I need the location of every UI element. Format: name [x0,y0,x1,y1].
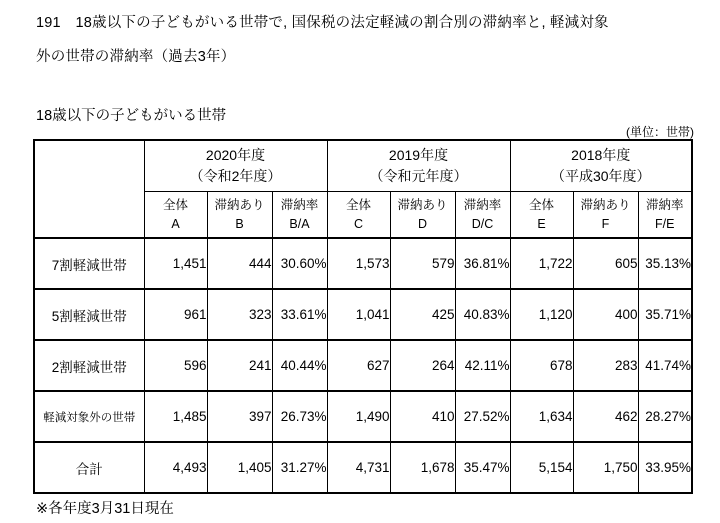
subheader-code: C [353,216,364,231]
table-cell: 1,120 [510,289,573,340]
subheader-cell [144,192,207,239]
era-label: （平成30年度） [550,168,651,184]
subheader-cell [207,192,272,239]
subheader-code: D [417,216,428,231]
subheader-code: D/C [471,216,494,231]
table-cell: 36.81% [455,238,510,289]
table-cell: 1,451 [144,238,207,289]
table-cell: 627 [327,340,390,391]
era-label: （令和2年度） [189,168,282,184]
subheader-cell [573,192,638,239]
subheader-code: F/E [655,216,675,231]
subheader-code: E [537,216,546,231]
table-cell: 425 [390,289,455,340]
table-cell: 1,573 [327,238,390,289]
subheader-title: 全体 [345,197,371,212]
subheader-cell [327,192,390,239]
subheader-code: B/A [289,216,310,231]
table-row [34,238,692,289]
table-cell: 1,485 [144,391,207,442]
row-label-cell: 軽減対象外の世帯 [34,391,144,442]
subheader-code: F [601,216,610,231]
table-cell: 4,731 [327,442,390,493]
table-row [34,340,692,391]
year-label: 2019年度 [388,147,449,163]
table-cell: 241 [207,340,272,391]
year-header-2018 [510,140,692,192]
table-cell: 596 [144,340,207,391]
table-row [34,391,692,442]
year-header-2019 [327,140,510,192]
table-cell: 4,493 [144,442,207,493]
table-row [34,289,692,340]
document-title [36,6,704,74]
title-line-2: 外の世帯の滞納率（過去3年） [36,49,236,65]
table-cell: 444 [207,238,272,289]
table-header-year-row [34,140,692,192]
corner-cell [34,140,144,238]
table-cell: 35.71% [638,289,692,340]
table-cell: 678 [510,340,573,391]
row-label-cell: 2割軽減世帯 [34,340,144,391]
table-cell: 33.61% [272,289,327,340]
delinquency-rate-table [33,139,693,494]
year-label: 2020年度 [205,147,266,163]
subheader-cell [510,192,573,239]
table-cell: 5,154 [510,442,573,493]
table-row-total [34,442,692,493]
table-cell: 605 [573,238,638,289]
table-cell: 28.27% [638,391,692,442]
subheader-title: 滞納率 [463,197,502,212]
table-cell: 35.47% [455,442,510,493]
table-cell: 1,722 [510,238,573,289]
table-cell: 42.11% [455,340,510,391]
table-cell: 35.13% [638,238,692,289]
table-cell: 1,405 [207,442,272,493]
table-cell: 1,490 [327,391,390,442]
table-cell: 283 [573,340,638,391]
table-cell: 397 [207,391,272,442]
subheader-cell [455,192,510,239]
table-cell: 1,041 [327,289,390,340]
subheader-code: A [171,216,180,231]
subheader-cell [638,192,692,239]
table-cell: 961 [144,289,207,340]
subheader-title: 滞納あり [397,197,448,212]
table-cell: 27.52% [455,391,510,442]
table-cell: 462 [573,391,638,442]
subheader-title: 全体 [528,197,554,212]
row-label-cell: 5割軽減世帯 [34,289,144,340]
table-cell: 1,750 [573,442,638,493]
footnote: ※各年度3月31日現在 [36,501,174,517]
table-cell: 579 [390,238,455,289]
subheader-title: 滞納率 [280,197,319,212]
table-cell: 1,678 [390,442,455,493]
row-label-cell: 合計 [34,442,144,493]
year-label: 2018年度 [571,147,631,163]
subheader-title: 滞納率 [645,197,684,212]
table-cell: 400 [573,289,638,340]
table-cell: 31.27% [272,442,327,493]
subheader-cell [272,192,327,239]
table-cell: 410 [390,391,455,442]
table-cell: 40.44% [272,340,327,391]
subheader-title: 滞納あり [214,197,265,212]
subheader-cell [390,192,455,239]
section-heading: 18歳以下の子どもがいる世帯 [36,108,227,124]
era-label: （令和元年度） [369,168,468,184]
row-label-cell: 7割軽減世帯 [34,238,144,289]
table-cell: 1,634 [510,391,573,442]
unit-note: (単位：世帯) [626,125,694,139]
subheader-title: 滞納あり [580,197,631,212]
subheader-code: B [235,216,244,231]
table-cell: 33.95% [638,442,692,493]
table-cell: 41.74% [638,340,692,391]
title-line-1: 191 18歳以下の子どもがいる世帯で, 国保税の法定軽減の割合別の滞納率と, 軽減対象 [36,15,609,31]
year-header-2020 [144,140,327,192]
table-cell: 264 [390,340,455,391]
table-cell: 26.73% [272,391,327,442]
table-cell: 30.60% [272,238,327,289]
table-cell: 323 [207,289,272,340]
table-cell: 40.83% [455,289,510,340]
subheader-title: 全体 [162,197,188,212]
